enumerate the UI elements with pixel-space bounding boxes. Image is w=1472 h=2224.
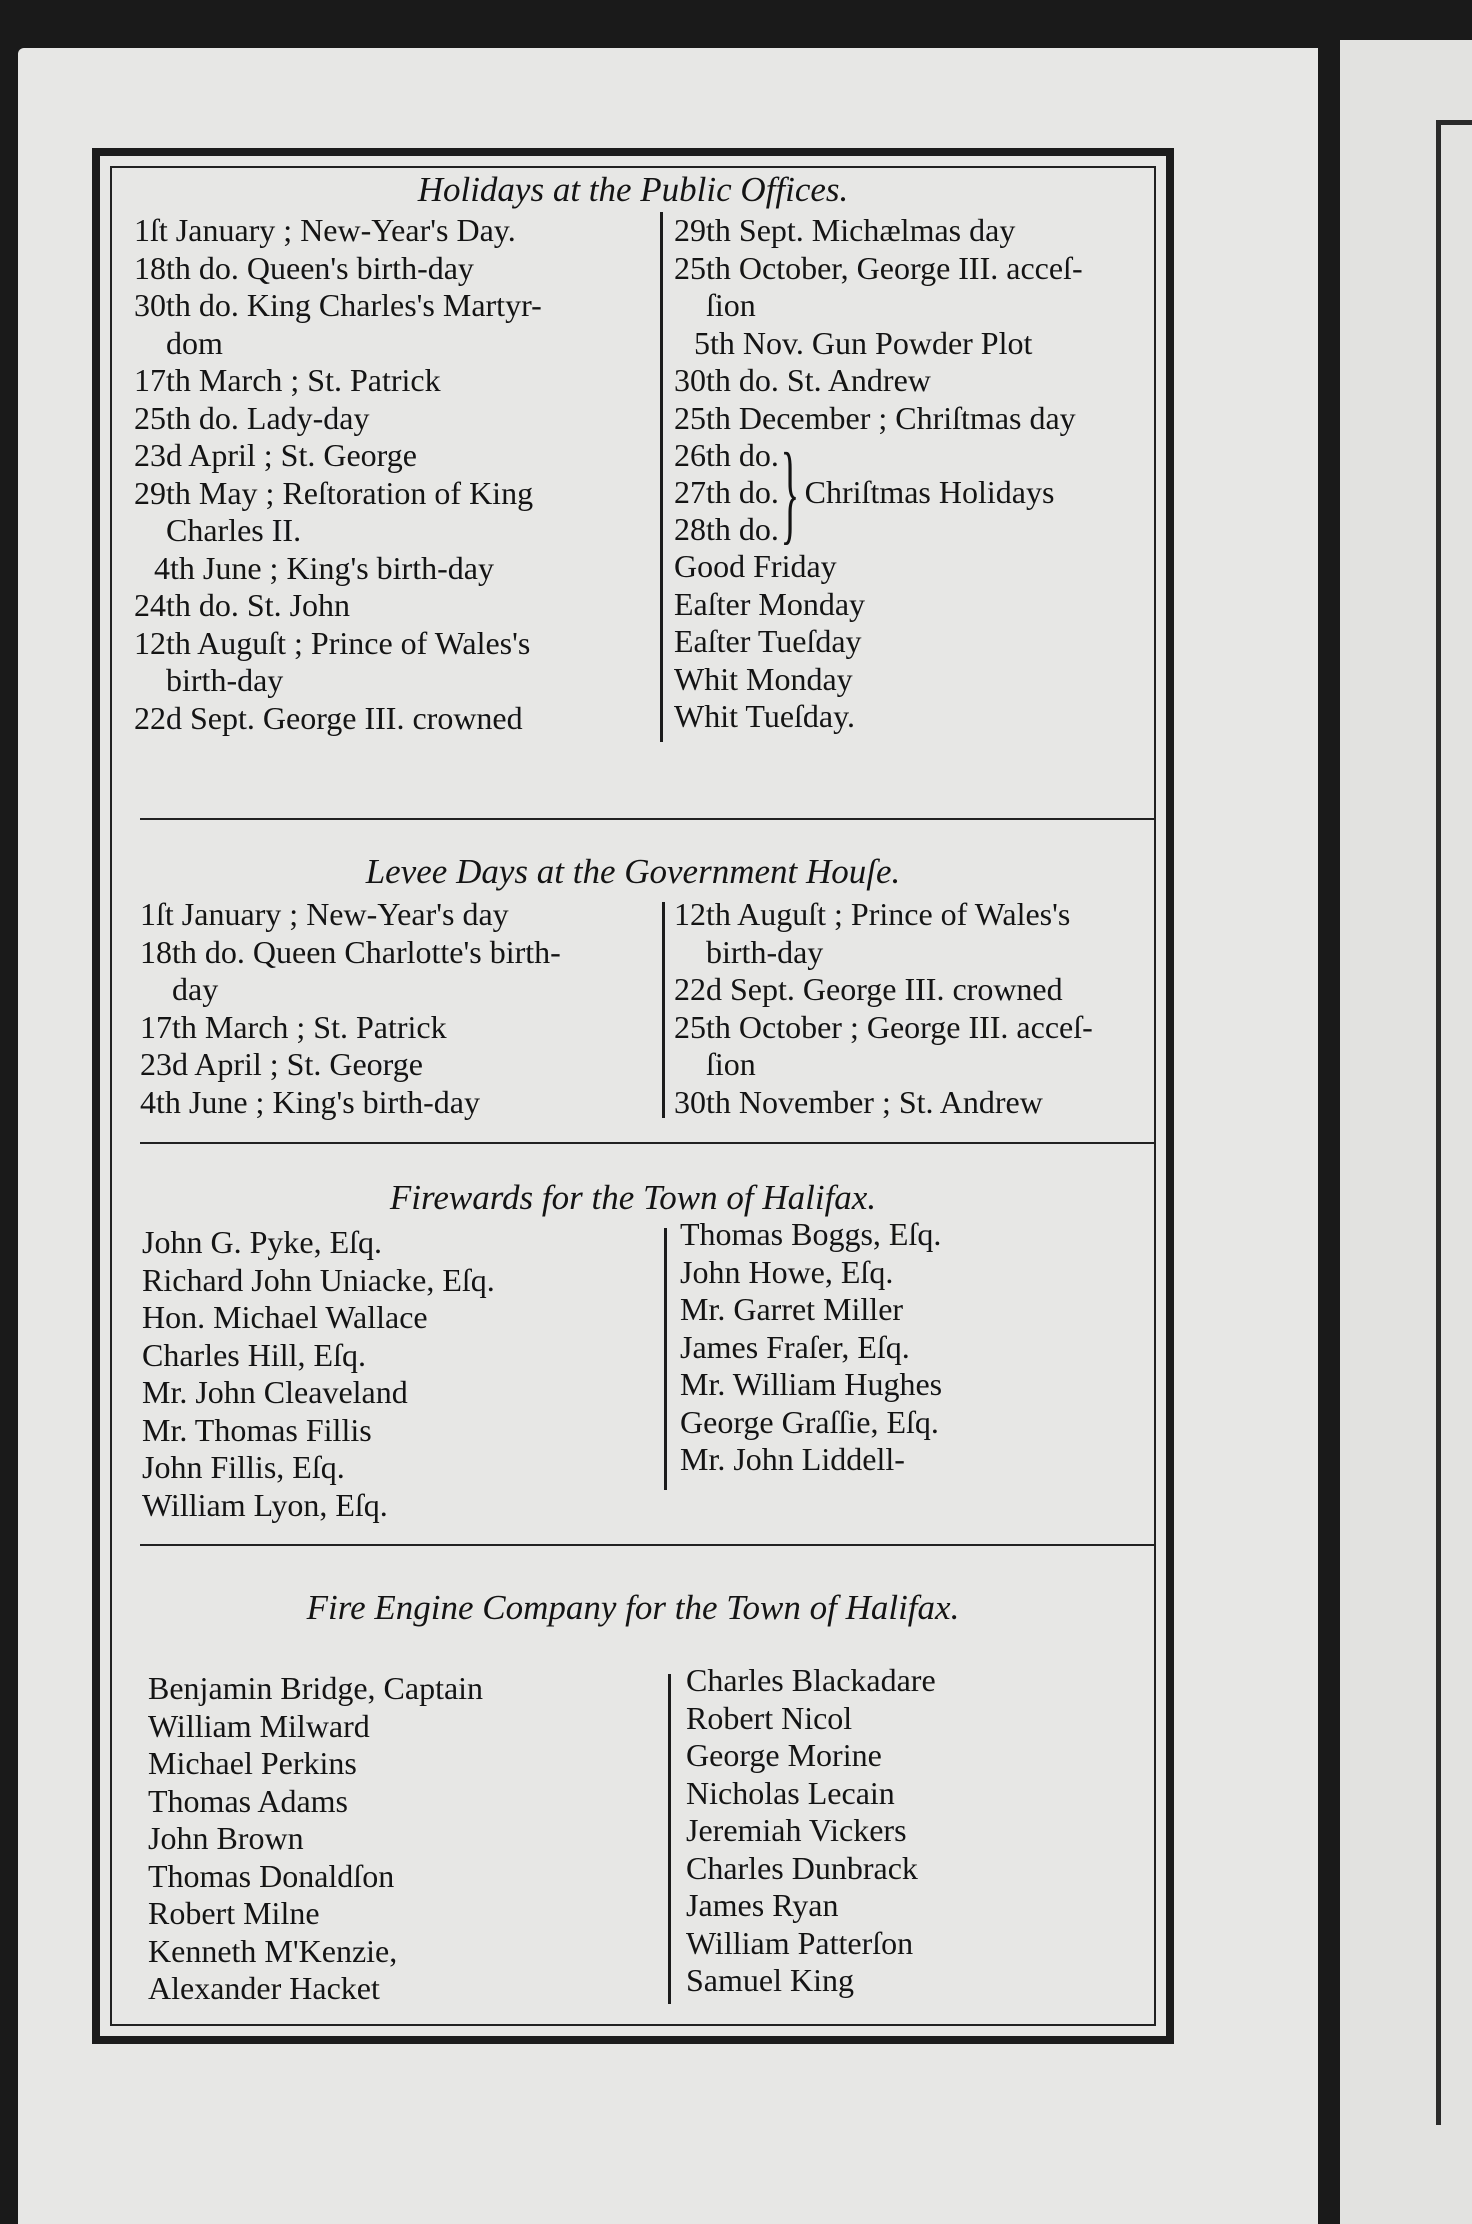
holiday-entry: 24th do. St. John	[134, 587, 351, 623]
holiday-entry: 25th October, George III. acceſ-	[674, 249, 1083, 286]
levee-heading: Levee Days at the Government Houſe.	[365, 852, 901, 891]
levee-entry: 22d Sept. George III. crowned	[674, 971, 1063, 1007]
right-page-frame	[1436, 120, 1472, 2125]
fireward-name: Mr. William Hughes	[680, 1366, 943, 1402]
company-member-name: James Ryan	[686, 1887, 839, 1923]
firewards-column-divider	[664, 1228, 667, 1490]
fire-engine-left-column	[148, 1670, 648, 2008]
holidays-column-divider	[660, 212, 663, 742]
levee-entry: 1ſt January ; New-Year's day	[140, 896, 509, 932]
company-member-name: Samuel King	[686, 1962, 854, 1998]
fireward-name: Mr. Thomas Fillis	[142, 1411, 372, 1448]
levee-entry: ſion	[706, 1046, 756, 1082]
fireward-name: Mr. John Liddell-	[680, 1441, 905, 1477]
fireward-name: George Graſſie, Eſq.	[680, 1403, 939, 1440]
christmas-holidays-label: Chriſtmas Holidays	[804, 473, 1055, 510]
fire-engine-section	[112, 1588, 1154, 2018]
holidays-heading: Holidays at the Public Offices.	[417, 170, 849, 209]
company-member-name: Alexander Hacket	[148, 1970, 380, 2006]
company-member-name: Charles Dunbrack	[686, 1849, 918, 1886]
firewards-heading: Firewards for the Town of Halifax.	[389, 1178, 877, 1217]
christmas-brace-group	[674, 430, 1152, 555]
holiday-entry: Eaſter Tueſday	[674, 623, 862, 659]
holiday-entry: Eaſter Monday	[674, 585, 866, 622]
company-member-name: Charles Blackadare	[686, 1662, 936, 1698]
fireward-name: Hon. Michael Wallace	[142, 1299, 428, 1335]
fireward-name: William Lyon, Eſq.	[142, 1486, 388, 1523]
levee-entry: birth-day	[706, 933, 824, 970]
gutter-shadow	[1318, 48, 1340, 2224]
fire-engine-column-divider	[668, 1674, 671, 2004]
holiday-entry: 25th do. Lady-day	[134, 399, 370, 436]
holiday-entry: 18th do. Queen's birth-day	[134, 249, 474, 286]
christmas-brace-items	[674, 437, 779, 548]
levee-entry: 12th Auguſt ; Prince of Wales's	[674, 896, 1071, 932]
company-member-name: William Patterſon	[686, 1924, 914, 1961]
holidays-right-bottom	[674, 548, 1152, 736]
holiday-entry: 25th December ; Chriſtmas day	[674, 399, 1076, 436]
holiday-entry: Charles II.	[166, 512, 302, 548]
fireward-name: John Howe, Eſq.	[680, 1253, 894, 1290]
section-rule	[140, 1544, 1154, 1546]
fireward-name: Mr. John Cleaveland	[142, 1374, 408, 1410]
fireward-name: James Fraſer, Eſq.	[680, 1328, 910, 1365]
company-member-name: Jeremiah Vickers	[686, 1812, 907, 1848]
fireward-name: Mr. Garret Miller	[680, 1291, 904, 1327]
company-member-name: Robert Nicol	[686, 1699, 853, 1736]
holiday-entry: dom	[166, 324, 223, 361]
holiday-entry: Whit Monday	[674, 660, 853, 697]
right-page-edge	[1340, 40, 1472, 2224]
holiday-entry: 23d April ; St. George	[134, 437, 417, 473]
holiday-entry: 28th do.	[674, 511, 779, 547]
company-member-name: George Morine	[686, 1737, 882, 1773]
levee-entry: 30th November ; St. Andrew	[674, 1083, 1043, 1120]
levee-entry: 25th October ; George III. acceſ-	[674, 1008, 1093, 1045]
holiday-entry: 1ſt January ; New-Year's Day.	[134, 212, 516, 248]
fireward-name: Richard John Uniacke, Eſq.	[142, 1261, 495, 1298]
levee-entry: day	[172, 971, 219, 1007]
holidays-right-top	[674, 212, 1152, 437]
levee-entry: 4th June ; King's birth-day	[140, 1083, 480, 1120]
levee-column-divider	[662, 902, 665, 1118]
holiday-entry: 4th June ; King's birth-day	[154, 549, 494, 586]
section-rule	[140, 818, 1154, 820]
holiday-entry: Good Friday	[674, 548, 837, 584]
company-member-name: Nicholas Lecain	[686, 1774, 895, 1811]
fireward-name: Charles Hill, Eſq.	[142, 1336, 366, 1373]
section-rule	[140, 1142, 1154, 1144]
holiday-entry: 29th Sept. Michælmas day	[674, 212, 1016, 248]
company-member-name: Benjamin Bridge, Captain	[148, 1670, 484, 1706]
levee-left-column	[140, 896, 630, 1121]
holiday-entry: ſion	[706, 287, 756, 323]
company-member-name: John Brown	[148, 1820, 304, 1856]
holidays-right-column	[674, 212, 1152, 736]
fire-engine-heading: Fire Engine Company for the Town of Halifax.	[306, 1588, 960, 1627]
levee-entry: 23d April ; St. George	[140, 1046, 423, 1082]
holiday-entry: 5th Nov. Gun Powder Plot	[694, 324, 1033, 361]
holiday-entry: birth-day	[166, 662, 284, 698]
almanac-frame	[92, 148, 1174, 2044]
company-member-name: Kenneth M'Kenzie,	[148, 1932, 398, 1969]
company-member-name: Robert Milne	[148, 1895, 320, 1931]
frame-inner-rule	[110, 166, 1156, 2026]
holiday-entry: 27th do.	[674, 474, 779, 510]
holiday-entry: 30th do. St. Andrew	[674, 362, 931, 398]
firewards-section	[112, 1178, 1154, 1538]
company-member-name: Thomas Donaldſon	[148, 1857, 395, 1894]
company-member-name: Michael Perkins	[148, 1745, 357, 1781]
holiday-entry: 30th do. King Charles's Martyr-	[134, 287, 542, 323]
levee-right-column	[674, 896, 1164, 1121]
fire-engine-right-column	[686, 1662, 1156, 2000]
levee-section	[112, 852, 1154, 1122]
company-member-name: Thomas Adams	[148, 1782, 348, 1819]
holiday-entry: 26th do.	[674, 437, 779, 473]
fireward-name: John Fillis, Eſq.	[142, 1449, 345, 1485]
holiday-entry: 12th Auguſt ; Prince of Wales's	[134, 624, 531, 661]
holiday-entry: 22d Sept. George III. crowned	[134, 699, 523, 736]
firewards-right-column	[680, 1216, 1150, 1479]
holidays-section	[112, 168, 1154, 808]
firewards-left-column	[142, 1224, 622, 1524]
holiday-entry: 17th March ; St. Patrick	[134, 362, 441, 398]
holiday-entry: 29th May ; Reſtoration of King	[134, 474, 534, 511]
levee-entry: 17th March ; St. Patrick	[140, 1008, 447, 1045]
brace-glyph: }	[780, 430, 800, 555]
fireward-name: Thomas Boggs, Eſq.	[680, 1216, 942, 1252]
company-member-name: William Milward	[148, 1707, 370, 1744]
fireward-name: John G. Pyke, Eſq.	[142, 1224, 382, 1260]
holiday-entry: Whit Tueſday.	[674, 698, 856, 734]
levee-entry: 18th do. Queen Charlotte's birth-	[140, 933, 561, 970]
holidays-left-column	[134, 212, 654, 737]
